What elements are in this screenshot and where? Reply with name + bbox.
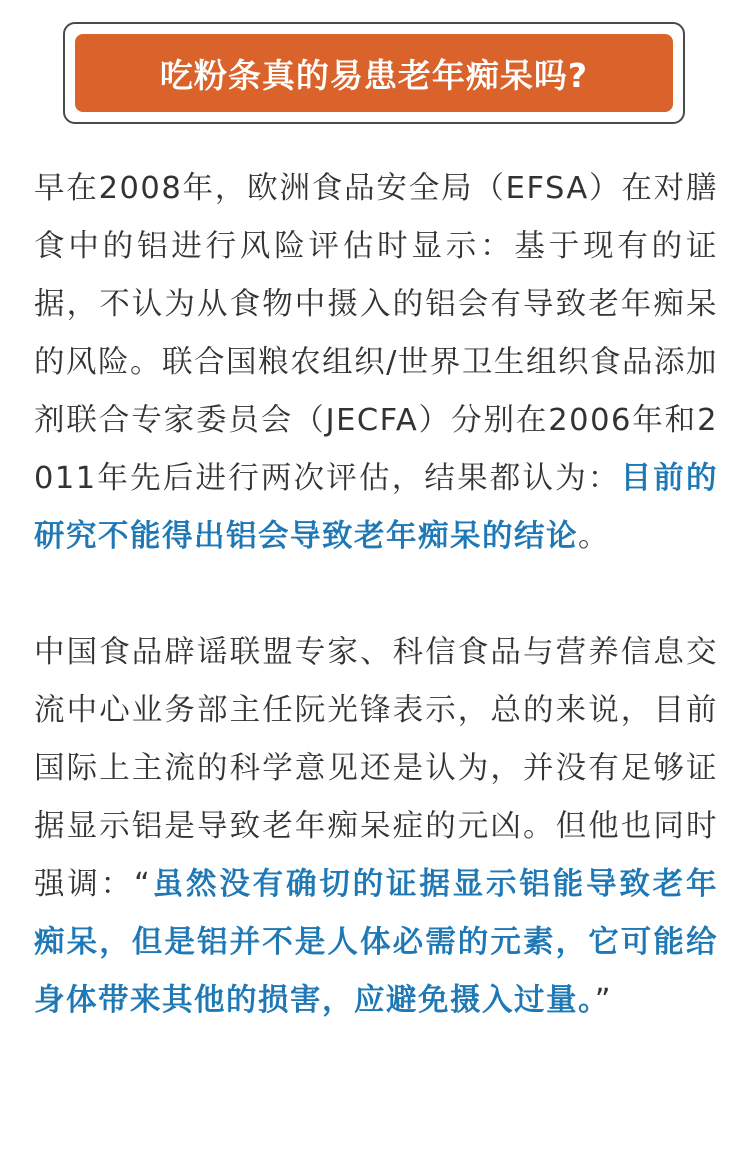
article-title: 吃粉条真的易患老年痴呆吗?	[159, 55, 589, 95]
paragraph-1	[34, 160, 718, 566]
text-segment: 。	[578, 519, 610, 554]
title-box	[75, 34, 673, 112]
paragraph-2	[34, 624, 718, 1030]
text-segment: 早在2008年，欧洲食品安全局（EFSA）在对膳食中的铝进行风险评估时显示：基于现有的证据，不认为从食物中摄入的铝会有导致老年痴呆的风险。联合国粮农组织/世界卫生组织食品添加剂联合专家委员会（JECFA）分别在2006年和2011年先后进行两次评估，结果都认为：	[34, 171, 718, 496]
text-segment: ”	[594, 983, 613, 1018]
title-banner	[63, 22, 685, 124]
highlighted-text: 目前的研究不能得出铝会导致老年痴呆的结论	[34, 461, 719, 554]
highlighted-quote: 虽然没有确切的证据显示铝能导致老年痴呆，但是铝并不是人体必需的元素，它可能给身体带来其他的损害，应避免摄入过量。	[34, 867, 718, 1018]
text-segment: 中国食品辟谣联盟专家、科信食品与营养信息交流中心业务部主任阮光锋表示，总的来说，目前国际上主流的科学意见还是认为，并没有足够证据显示铝是导致老年痴呆症的元凶。但他也同时强调：“	[34, 635, 718, 902]
article-body	[34, 160, 718, 1030]
